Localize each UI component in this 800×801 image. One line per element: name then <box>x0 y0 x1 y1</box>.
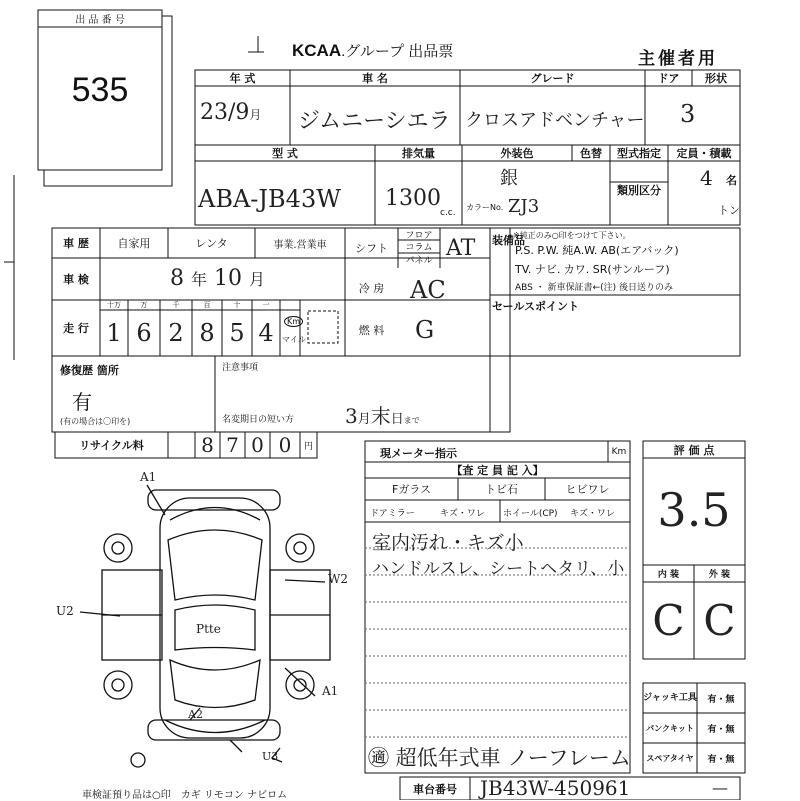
displacement-label: 排気量 <box>402 147 435 160</box>
exterior-score: C <box>703 595 736 645</box>
jack-tools-value: 有・無 <box>707 694 735 705</box>
mileage-digit: 1 <box>106 319 122 347</box>
history-label: 車 歴 <box>63 237 89 250</box>
form-title: .グループ 出品票 <box>341 43 454 60</box>
shift-panel: パネル <box>405 256 433 266</box>
model-label: 型 式 <box>272 147 298 160</box>
footer-items: 車検証預り品は○印 カギ リモコン ナビロム <box>82 790 288 801</box>
brand-logo: KCAA.グループ 出品票 <box>292 41 454 60</box>
displacement-value: 1300 <box>385 186 441 211</box>
km-unit: Km <box>284 316 303 327</box>
puncture-kit-value: 有・無 <box>707 724 735 735</box>
chassis-label: 車台番号 <box>413 782 457 796</box>
inspection-label: 車 検 <box>63 273 89 286</box>
equipment-line-3: ABS ・ 新車保証書←(注) 後日送りのみ <box>515 283 674 293</box>
car-name-label: 車 名 <box>362 72 388 85</box>
fuel-label: 燃 料 <box>358 324 385 337</box>
color-code-value: ZJ3 <box>508 196 540 217</box>
capacity-value: 4 <box>700 166 713 190</box>
interior-label: 内 装 <box>657 570 680 580</box>
recycle-digit: 0 <box>251 433 264 457</box>
wheel-label: ホイール(CP) <box>503 509 558 519</box>
damage-mark: U2 <box>56 604 74 618</box>
chassis-dash: — <box>712 778 728 797</box>
year-value: 23/9月 <box>200 100 262 125</box>
kind-private: 自家用 <box>117 237 151 250</box>
jack-tools-label: ジャッキ工具 <box>643 692 697 703</box>
due-value: 3月末日まで <box>345 404 420 428</box>
overall-score: 3.5 <box>657 483 731 537</box>
class-label: 類別区分 <box>617 184 661 197</box>
inspector-section-label: 【査 定 員 記 入】 <box>451 464 544 477</box>
ac-value: AC <box>410 276 446 304</box>
due-label: 名変期日の短い方 <box>222 415 295 425</box>
inspector-note-1: 室内汚れ・キズ小 <box>372 532 524 554</box>
recycle-digit: 7 <box>226 433 239 457</box>
grade-label: グレード <box>530 72 575 85</box>
ac-label: 冷 房 <box>358 282 385 295</box>
recycle-digit: 8 <box>201 433 214 457</box>
repair-label: 修復歴 箇所 <box>60 364 119 377</box>
model-value: ABA-JB43W <box>198 185 341 213</box>
mileage-label: 走 行 <box>63 322 89 335</box>
door-mirror-label: ドアミラー <box>370 509 415 519</box>
cc-unit: c.c. <box>440 208 456 218</box>
digit-label: 百 <box>203 301 211 309</box>
shift-value: AT <box>446 236 476 261</box>
digit-label: 十万 <box>107 301 121 309</box>
capacity-label: 定員・積載 <box>676 147 732 160</box>
spare-tire-value: 有・無 <box>707 754 735 765</box>
recycle-unit: 円 <box>303 441 313 452</box>
mirror-damage-label: キズ・ワレ <box>440 509 485 519</box>
capacity-unit: 名 <box>726 174 737 187</box>
equipment-note: ※純正のみ○印をつけて下さい。 <box>513 231 631 240</box>
chip-label: トビ石 <box>485 483 518 496</box>
mile-unit: マイル <box>282 335 306 344</box>
host-label: 主催者用 <box>638 49 718 69</box>
damage-mark: A1 <box>322 684 339 698</box>
year-label: 年 式 <box>229 72 256 85</box>
damage-mark: A1 <box>140 470 157 484</box>
equipment-line-1: P.S. P.W. 純A.W. AB(エアバック) <box>515 244 679 257</box>
meter-unit: Km <box>611 446 627 457</box>
damage-mark: U3 <box>262 750 279 763</box>
recycle-label: リサイクル料 <box>79 439 144 452</box>
inspector-note-2: ハンドルスレ、シートヘタリ、小 <box>372 559 625 579</box>
mileage-digit: 4 <box>258 319 274 347</box>
shape-label: 形状 <box>705 72 727 85</box>
shift-column: コラム <box>405 243 433 253</box>
crack-label: ヒビワレ <box>565 483 610 496</box>
doors-value: 3 <box>680 100 696 128</box>
color-value: 銀 <box>500 168 518 189</box>
score-label: 評 価 点 <box>673 443 715 457</box>
fuel-value: G <box>415 316 435 344</box>
load-unit: トン <box>718 204 740 217</box>
color-no-label: カラーNo. <box>466 203 504 212</box>
spare-tire-label: スペアタイヤ <box>646 753 694 763</box>
kind-business: 事業.営業車 <box>273 239 327 251</box>
wheel-damage-label: キズ・ワレ <box>570 509 615 519</box>
door-label: ドア <box>657 72 680 85</box>
meter-label: 現メーター指示 <box>380 447 457 460</box>
mileage-digit: 8 <box>199 319 215 347</box>
digit-label: 万 <box>140 301 148 309</box>
exterior-label: 外 装 <box>708 570 731 580</box>
equipment-label: 装備品 <box>492 234 525 247</box>
car-name-value: ジムニーシエラ <box>298 109 451 134</box>
lot-number: 535 <box>71 70 129 109</box>
repair-note: (有の場合は〇印を) <box>60 417 131 426</box>
f-glass-label: Fガラス <box>392 483 431 496</box>
digit-label: 十 <box>233 301 241 309</box>
interior-score: C <box>652 595 685 645</box>
damage-mark: W2 <box>328 572 348 586</box>
mileage-digit: 5 <box>229 319 245 347</box>
damage-mark: A2 <box>188 708 203 721</box>
grade-value: クロスアドベンチャー <box>465 110 645 131</box>
sales-point-label: セールスポイント <box>492 300 580 313</box>
type-label: 型式指定 <box>617 147 661 160</box>
puncture-kit-label: パンクキット <box>646 723 694 733</box>
equipment-line-2: TV. ナビ. カワ. SR(サンルーフ) <box>515 263 670 276</box>
recycle-digit: 0 <box>278 433 292 457</box>
chassis-number: JB43W-450961 <box>480 776 631 800</box>
mileage-digit: 2 <box>168 319 184 347</box>
shift-label: シフト <box>355 242 388 255</box>
color-label: 外装色 <box>500 147 534 160</box>
repair-value: 有 <box>72 390 92 414</box>
caution-label: 注意事項 <box>222 363 259 373</box>
interior-mark: Ptte <box>196 622 221 636</box>
inspection-value: 8 年 10 月 <box>170 266 266 291</box>
digit-label: 千 <box>172 301 180 309</box>
inspector-remark: ㊜ 超低年式車 ノーフレーム <box>368 746 631 770</box>
digit-label: 一 <box>262 301 270 309</box>
kind-rental: レンタ <box>195 237 228 250</box>
shift-floor: フロア <box>405 230 433 241</box>
lot-number-label: 出 品 番 号 <box>75 15 125 26</box>
mileage-digit: 6 <box>136 319 152 347</box>
color-change-label: 色替 <box>580 147 602 160</box>
